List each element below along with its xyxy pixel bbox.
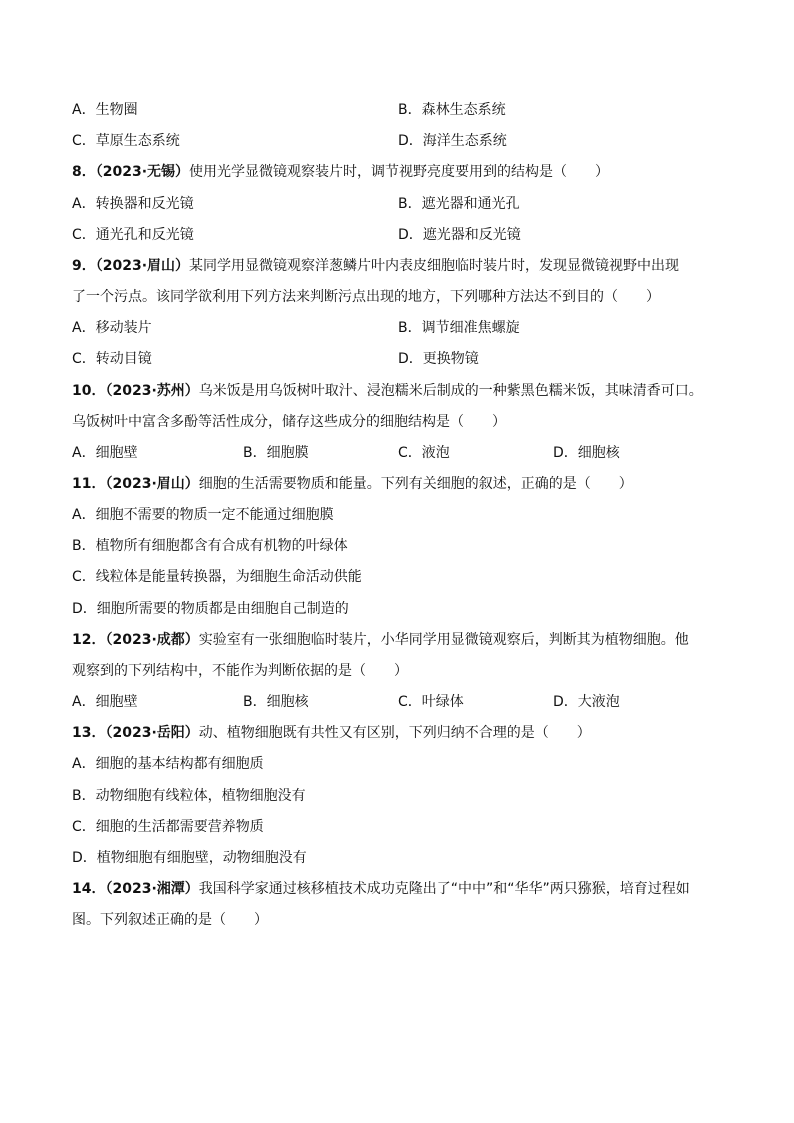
q9-number: 9． <box>72 258 96 274</box>
q10-source: （2023·苏州） <box>105 383 199 399</box>
q9-stem-line1 <box>72 256 679 276</box>
q13-text: 动、植物细胞既有共性又有区别，下列归纳不合理的是（ ） <box>198 725 591 741</box>
q12-source: （2023·成都） <box>105 632 199 648</box>
q10-option-b: B．细胞膜 <box>243 445 309 461</box>
q13-source: （2023·岳阳） <box>105 725 199 741</box>
q9-option-a: A．移动装片 <box>72 320 152 336</box>
q7-option-a: A．生物圈 <box>72 102 138 118</box>
q8-text: 使用光学显微镜观察装片时，调节视野亮度要用到的结构是（ ） <box>189 164 610 180</box>
q13-number: 13． <box>72 725 106 741</box>
q10-number: 10． <box>72 383 106 399</box>
q10-option-a: A．细胞壁 <box>72 445 138 461</box>
q13-option-c: C．细胞的生活都需要营养物质 <box>72 819 264 835</box>
q14-stem-line2: 图。下列叙述正确的是（ ） <box>72 912 268 928</box>
q8-source: （2023·无锡） <box>95 164 190 180</box>
q11-stem <box>72 474 633 494</box>
q9-text-1: 某同学用显微镜观察洋葱鳞片叶内表皮细胞临时装片时，发现显微镜视野中出现 <box>189 258 680 274</box>
q9-option-c: C．转动目镜 <box>72 351 152 367</box>
q10-option-d: D．细胞核 <box>553 445 620 461</box>
q12-stem-line2: 观察到的下列结构中，不能作为判断依据的是（ ） <box>72 663 408 679</box>
q8-option-b: B．遮光器和通光孔 <box>398 196 520 212</box>
q14-stem-line1 <box>72 879 690 899</box>
q7-option-d: D．海洋生态系统 <box>398 133 507 149</box>
q12-number: 12． <box>72 632 106 648</box>
q9-stem-line2: 了一个污点。该同学欲利用下列方法来判断污点出现的地方，下列哪种方法达不到目的（ ） <box>72 289 660 305</box>
q11-option-b: B．植物所有细胞都含有合成有机物的叶绿体 <box>72 538 348 554</box>
q13-option-d: D．植物细胞有细胞壁，动物细胞没有 <box>72 850 307 866</box>
q11-text: 细胞的生活需要物质和能量。下列有关细胞的叙述，正确的是（ ） <box>198 476 633 492</box>
q10-text-1: 乌米饭是用乌饭树叶取汁、浸泡糯米后制成的一种紫黑色糯米饭，其味清香可口。 <box>198 383 703 399</box>
q10-stem-line1 <box>72 381 703 401</box>
q12-option-c: C．叶绿体 <box>398 694 464 710</box>
q9-option-d: D．更换物镜 <box>398 351 479 367</box>
q7-option-b: B．森林生态系统 <box>398 102 506 118</box>
q8-number: 8． <box>72 164 96 180</box>
q11-option-c: C．线粒体是能量转换器，为细胞生命活动供能 <box>72 569 362 585</box>
q12-option-b: B．细胞核 <box>243 694 309 710</box>
q9-option-b: B．调节细准焦螺旋 <box>398 320 520 336</box>
q12-option-d: D．大液泡 <box>553 694 620 710</box>
q7-option-c: C．草原生态系统 <box>72 133 180 149</box>
q12-option-a: A．细胞壁 <box>72 694 138 710</box>
q13-stem <box>72 723 591 743</box>
q14-source: （2023·湘潭） <box>105 881 199 897</box>
q14-number: 14． <box>72 881 106 897</box>
q8-option-d: D．遮光器和反光镜 <box>398 227 521 243</box>
q14-text-1: 我国科学家通过核移植技术成功克隆出了“中中”和“华华”两只猕猴，培育过程如 <box>198 881 690 897</box>
q8-stem <box>72 162 609 182</box>
q11-option-d: D．细胞所需要的物质都是由细胞自己制造的 <box>72 601 349 617</box>
q11-source: （2023·眉山） <box>105 476 199 492</box>
q12-stem-line1 <box>72 630 689 650</box>
q8-option-c: C．通光孔和反光镜 <box>72 227 194 243</box>
q12-text-1: 实验室有一张细胞临时装片，小华同学用显微镜观察后，判断其为植物细胞。他 <box>198 632 689 648</box>
q10-stem-line2: 乌饭树叶中富含多酚等活性成分，储存这些成分的细胞结构是（ ） <box>72 414 506 430</box>
q13-option-b: B．动物细胞有线粒体，植物细胞没有 <box>72 788 306 804</box>
q10-option-c: C．液泡 <box>398 445 450 461</box>
q9-source: （2023·眉山） <box>95 258 190 274</box>
q11-option-a: A．细胞不需要的物质一定不能通过细胞膜 <box>72 507 334 523</box>
q13-option-a: A．细胞的基本结构都有细胞质 <box>72 756 264 772</box>
q11-number: 11． <box>72 476 106 492</box>
q8-option-a: A．转换器和反光镜 <box>72 196 194 212</box>
